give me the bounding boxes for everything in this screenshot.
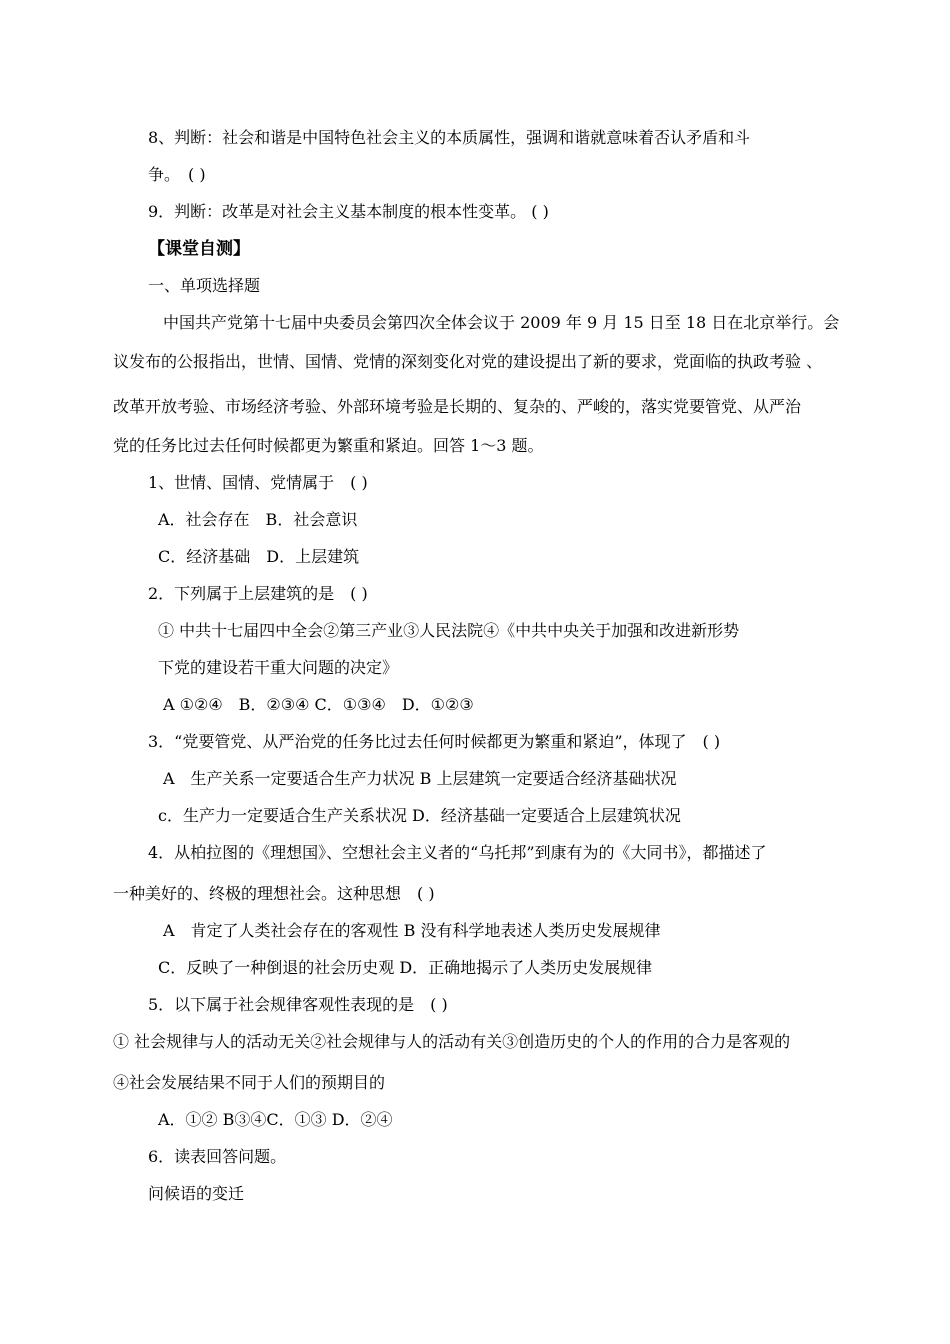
passage-text: 改革开放考验、市场经济考验、外部环境考验是长期的、复杂的、严峻的，落实党要管党、从严治 <box>113 397 802 416</box>
question-4-text: 4．从柏拉图的《理想国》、空想社会主义者的“乌托邦”到康有为的《大同书》，都描述了 <box>148 843 767 862</box>
question-1-options: A．社会存在 B．社会意识 <box>158 510 358 529</box>
question-2-text: 2．下列属于上层建筑的是 ( ) <box>148 584 368 603</box>
question-8-text: 8、判断：社会和谐是中国特色社会主义的本质属性，强调和谐就意味着否认矛盾和斗 <box>148 128 751 147</box>
question-4-options: C．反映了一种倒退的社会历史观 D．正确地揭示了人类历史发展规律 <box>158 958 653 977</box>
question-2-items: 下党的建设若干重大问题的决定》 <box>158 658 399 677</box>
question-1-options: C．经济基础 D．上层建筑 <box>158 547 360 566</box>
question-2-items: ① 中共十七届四中全会②第三产业③人民法院④《中共中央关于加强和改进新形势 <box>158 621 740 640</box>
question-5-text: 5．以下属于社会规律客观性表现的是 ( ) <box>148 995 448 1014</box>
question-6-text: 6．读表回答问题。 <box>148 1147 287 1166</box>
passage-text: 中国共产党第十七届中央委员会第四次全体会议于 2009 年 9 月 15 日至 18 日在北京举行。会 <box>163 313 840 332</box>
question-3-options: A 生产关系一定要适合生产力状况 B 上层建筑一定要适合经济基础状况 <box>163 769 677 788</box>
question-9-text: 9．判断：改革是对社会主义基本制度的根本性变革。 ( ) <box>148 202 549 221</box>
question-8-text-continued: 争。 ( ) <box>148 165 206 184</box>
question-4-options: A 肯定了人类社会存在的客观性 B 没有科学地表述人类历史发展规律 <box>163 921 661 940</box>
question-1-text: 1、世情、国情、党情属于 ( ) <box>148 473 368 492</box>
passage-text: 党的任务比过去任何时候都更为繁重和紧迫。回答 1～3 题。 <box>113 436 544 455</box>
question-3-options: c．生产力一定要适合生产关系状况 D．经济基础一定要适合上层建筑状况 <box>158 806 681 825</box>
question-5-items: ① 社会规律与人的活动无关②社会规律与人的活动有关③创造历史的个人的作用的合力是客观的 <box>113 1032 791 1051</box>
section-heading: 【课堂自测】 <box>148 239 250 259</box>
table-caption: 问候语的变迁 <box>148 1184 245 1203</box>
question-5-options: A．①② B③④C．①③ D．②④ <box>158 1110 393 1129</box>
question-5-items: ④社会发展结果不同于人们的预期目的 <box>113 1073 386 1092</box>
question-2-options: A ①②④ B．②③④ C．①③④ D．①②③ <box>163 695 474 714</box>
passage-text: 议发布的公报指出，世情、国情、党情的深刻变化对党的建设提出了新的要求，党面临的执政考验 、 <box>113 352 823 371</box>
question-3-text: 3．“党要管党、从严治党的任务比过去任何时候都更为繁重和紧迫”，体现了 ( ) <box>148 732 721 751</box>
part-one-heading: 一、单项选择题 <box>148 276 261 295</box>
question-4-text-continued: 一种美好的、终极的理想社会。这种思想 ( ) <box>113 884 435 903</box>
